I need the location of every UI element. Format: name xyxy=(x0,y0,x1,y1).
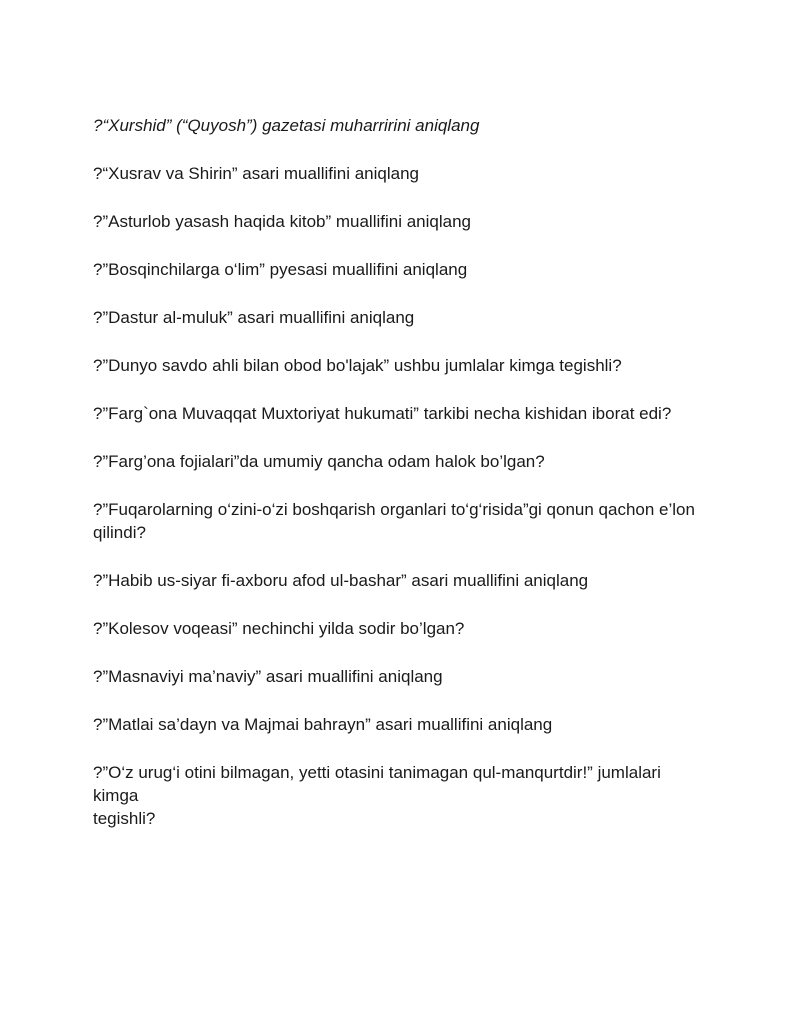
question-line: ?”O‘z urug‘i otini bilmagan, yetti otasini tanimagan qul-manqurtdir!” jumlalari xyxy=(93,763,661,782)
question-item-last xyxy=(93,761,707,830)
question-item: ?”Farg`ona Muvaqqat Muxtoriyat hukumati” tarkibi necha kishidan iborat edi? xyxy=(93,404,672,423)
question-item: ?”Habib us-siyar fi-axboru afod ul-bashar” asari muallifini aniqlang xyxy=(93,571,589,590)
question-item: ?”Asturlob yasash haqida kitob” muallifini aniqlang xyxy=(93,212,471,231)
question-item: ?“Xurshid” (“Quyosh”) gazetasi muharririni aniqlang xyxy=(93,116,480,135)
question-item: ?”Dastur al-muluk” asari muallifini aniqlang xyxy=(93,308,415,327)
question-item: ?”Kolesov voqeasi” nechinchi yilda sodir bo’lgan? xyxy=(93,619,465,638)
question-list xyxy=(93,114,707,855)
question-item: ?”Dunyo savdo ahli bilan obod bo'lajak” ushbu jumlalar kimga tegishli? xyxy=(93,356,622,375)
question-item: ?”Farg’ona fojialari”da umumiy qancha odam halok bo’lgan? xyxy=(93,452,545,471)
question-item: ?”Masnaviyi ma’naviy” asari muallifini aniqlang xyxy=(93,667,443,686)
question-line: tegishli? xyxy=(93,809,156,828)
question-item: ?”Bosqinchilarga o‘lim” pyesasi muallifini aniqlang xyxy=(93,260,468,279)
question-item: ?”Matlai sa’dayn va Majmai bahrayn” asari muallifini aniqlang xyxy=(93,715,553,734)
question-item: ?”Fuqarolarning o‘zini-o‘zi boshqarish organlari to‘g‘risida”gi qonun qachon e’lon qilindi? xyxy=(93,500,695,542)
question-line: kimga xyxy=(93,786,139,805)
question-item: ?“Xusrav va Shirin” asari muallifini aniqlang xyxy=(93,164,419,183)
